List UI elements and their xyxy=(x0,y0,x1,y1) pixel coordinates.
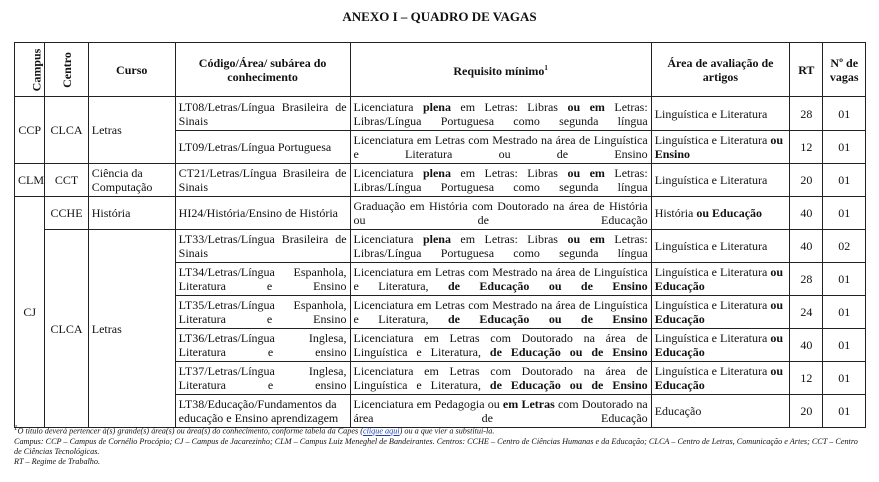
centro-cell: CCHE xyxy=(45,197,88,230)
rt-cell: 40 xyxy=(790,329,823,362)
area-cell: Linguística e Literatura ou Educação xyxy=(651,329,789,362)
vagas-cell: 01 xyxy=(823,164,866,197)
requisito-cell: Licenciatura plena em Letras: Libras ou em Letras: Libras/Língua Portuguesa como segunda língua xyxy=(350,164,651,197)
vagas-cell: 01 xyxy=(823,131,866,164)
header-requisito: Requisito mínimo$^1$ xyxy=(350,43,651,97)
codigo-cell: LT34/Letras/Língua Espanhola, Literatura e Ensino xyxy=(175,263,350,296)
requisito-cell: Licenciatura em Pedagogia ou em Letras com Doutorado na área de Educação xyxy=(350,395,651,428)
codigo-cell: CT21/Letras/Língua Brasileira de Sinais xyxy=(175,164,350,197)
campus-cell: CJ xyxy=(15,197,45,428)
area-cell: Linguística e Literatura ou Educação xyxy=(651,263,789,296)
header-codigo: Código/Área/ subárea do conhecimento xyxy=(175,43,350,97)
campus-cell: CLM xyxy=(15,164,45,197)
table-row xyxy=(15,97,866,131)
area-cell: Linguística e Literatura xyxy=(651,230,789,263)
requisito-cell: Licenciatura em Letras com Mestrado na área de Linguística e Literatura, de Educação ou de Ensino xyxy=(350,263,651,296)
area-cell: Linguística e Literatura ou Educação xyxy=(651,296,789,329)
header-row xyxy=(15,43,866,97)
area-cell: Educação xyxy=(651,395,789,428)
vagas-cell: 01 xyxy=(823,362,866,395)
page-title: ANEXO I – QUADRO DE VAGAS xyxy=(342,9,537,24)
rt-cell: 12 xyxy=(790,362,823,395)
codigo-cell: HI24/História/Ensino de História xyxy=(175,197,350,230)
codigo-cell: LT33/Letras/Língua Brasileira de Sinais xyxy=(175,230,350,263)
rt-cell: 40 xyxy=(790,230,823,263)
header-rt: RT xyxy=(790,43,823,97)
centro-cell: CLCA xyxy=(45,97,88,164)
footnote-legend: Campus: CCP – Campus de Cornélio Procópio; CJ – Campus de Jacarezinho; CLM – Campus Luiz Meneghel de Bandeirantes. Centros: CCHE – Centro de Ciências Humanas e da Educação; CLCA – Centro de Letras, Comunicação e Artes; CCT – Centro de Ciências Tecnológicas. xyxy=(14,436,858,456)
header-centro: Centro xyxy=(45,43,88,97)
requisito-cell: Licenciatura em Letras com Doutorado na área de Linguística e Literatura, de Educação ou de Ensino xyxy=(350,329,651,362)
requisito-cell: Licenciatura em Letras com Mestrado na área de Linguística e Literatura, de Educação ou de Ensino xyxy=(350,296,651,329)
curso-cell: Letras xyxy=(88,230,175,428)
rt-cell: 24 xyxy=(790,296,823,329)
table-row xyxy=(15,164,866,197)
requisito-cell: Licenciatura plena em Letras: Libras ou em Letras: Libras/Língua Portuguesa como segunda língua xyxy=(350,97,651,131)
footnote-1: $^1$O título deverá pertencer à(s) grande(s) área(s) ou área(s) do conhecimento, conforme tabela da Capes (clique aqui) ou a que vier a substituí-la. xyxy=(14,424,495,436)
rt-cell: 40 xyxy=(790,197,823,230)
vagas-cell: 01 xyxy=(823,329,866,362)
rt-cell: 28 xyxy=(790,97,823,131)
vagas-cell: 01 xyxy=(823,296,866,329)
codigo-cell: LT38/Educação/Fundamentos da educação e Ensino aprendizagem xyxy=(175,395,350,428)
vagas-cell: 02 xyxy=(823,230,866,263)
codigo-cell: LT09/Letras/Língua Portuguesa xyxy=(175,131,350,164)
table-row xyxy=(15,230,866,263)
area-cell: Linguística e Literatura ou Educação xyxy=(651,362,789,395)
curso-cell: História xyxy=(88,197,175,230)
header-curso: Curso xyxy=(88,43,175,97)
requisito-cell: Licenciatura em Letras com Mestrado na área de Linguística e Literatura ou de Ensino xyxy=(350,131,651,164)
rt-cell: 20 xyxy=(790,164,823,197)
header-campus: Campus xyxy=(15,43,45,97)
curso-cell: Letras xyxy=(88,97,175,164)
codigo-cell: LT37/Letras/Língua Inglesa, Literatura e ensino xyxy=(175,362,350,395)
centro-cell: CCT xyxy=(45,164,88,197)
header-vagas: Nº de vagas xyxy=(823,43,866,97)
rt-cell: 20 xyxy=(790,395,823,428)
codigo-cell: LT36/Letras/Língua Inglesa, Literatura e ensino xyxy=(175,329,350,362)
requisito-cell: Licenciatura plena em Letras: Libras ou em Letras: Libras/Língua Portuguesa como segunda língua xyxy=(350,230,651,263)
requisito-cell: Licenciatura em Letras com Doutorado na área de Linguística e Literatura, de Educação ou de Ensino xyxy=(350,362,651,395)
rt-cell: 28 xyxy=(790,263,823,296)
area-cell: Linguística e Literatura xyxy=(651,97,789,131)
capes-table-link[interactable]: clique aqui xyxy=(362,426,400,436)
footnote-rt: RT – Regime de Trabalho. xyxy=(14,456,101,466)
vagas-cell: 01 xyxy=(823,97,866,131)
area-cell: Linguística e Literatura ou Ensino xyxy=(651,131,789,164)
area-cell: Linguística e Literatura xyxy=(651,164,789,197)
vagas-cell: 01 xyxy=(823,263,866,296)
requisito-cell: Graduação em História com Doutorado na área de História ou de Educação xyxy=(350,197,651,230)
vagas-cell: 01 xyxy=(823,197,866,230)
footnotes xyxy=(14,423,866,467)
vacancy-table xyxy=(14,42,866,428)
codigo-cell: LT35/Letras/Língua Espanhola, Literatura e Ensino xyxy=(175,296,350,329)
vagas-cell: 01 xyxy=(823,395,866,428)
table-row xyxy=(15,197,866,230)
centro-cell: CLCA xyxy=(45,230,88,428)
campus-cell: CCP xyxy=(15,97,45,164)
curso-cell: Ciência da Computação xyxy=(88,164,175,197)
codigo-cell: LT08/Letras/Língua Brasileira de Sinais xyxy=(175,97,350,131)
header-area: Área de avaliação de artigos xyxy=(651,43,789,97)
rt-cell: 12 xyxy=(790,131,823,164)
area-cell: História ou Educação xyxy=(651,197,789,230)
